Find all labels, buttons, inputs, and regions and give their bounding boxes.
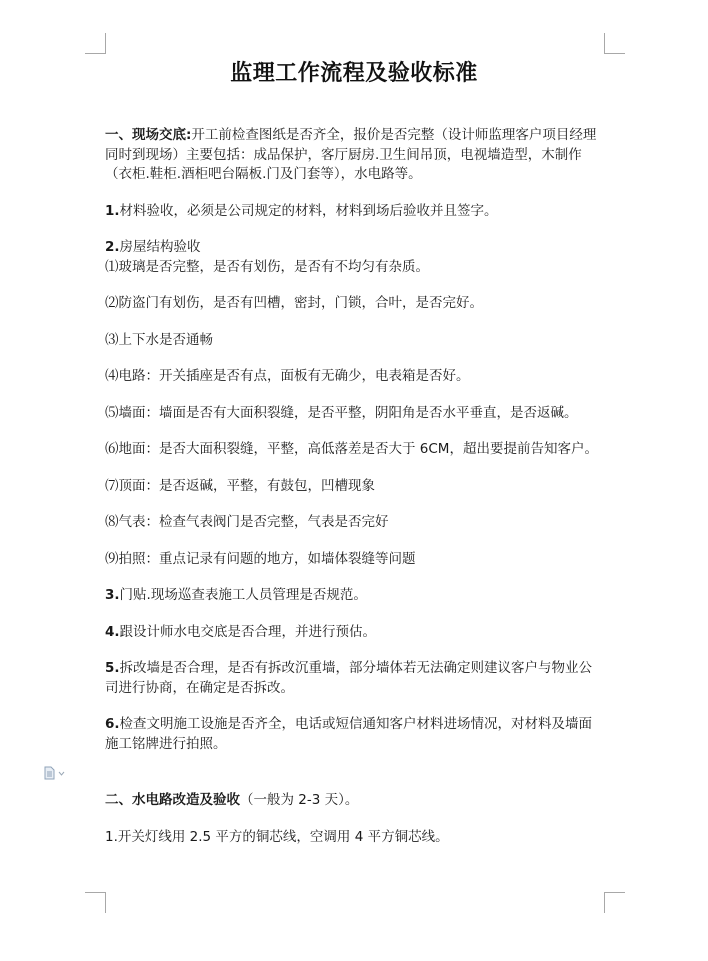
sub-item-8: ⑻气表：检查气表阀门是否完整，气表是否完好 xyxy=(105,514,389,530)
sub-item-2: ⑵防盗门有划伤，是否有凹槽，密封，门锁，合叶，是否完好。 xyxy=(105,295,483,311)
item-3-text: 门贴.现场巡查表施工人员管理是否规范。 xyxy=(119,587,367,603)
item-2-text: 房屋结构验收 xyxy=(119,239,201,255)
sub-item-7: ⑺顶面：是否返碱，平整，有鼓包，凹槽现象 xyxy=(105,477,375,494)
item-3 xyxy=(105,586,605,606)
item-4-number: 4. xyxy=(105,623,120,640)
item-2-number: 2. xyxy=(105,239,120,255)
section1-intro: 开工前检查图纸是否齐全，报价是否完整（设计师监理客户项目经理同时到现场）主要包括：成品保护，客厅厨房.卫生间吊顶，电视墙造型，木制作（衣柜.鞋柜.酒柜吧台隔板.门及门套等），水电路等。 xyxy=(105,127,597,182)
item-4-text: 跟设计师水电交底是否合理，并进行预估。 xyxy=(119,623,377,640)
item-1-number: 1. xyxy=(105,202,120,219)
item-3-number: 3. xyxy=(105,587,120,603)
crop-mark-bottom-left xyxy=(85,892,106,913)
document-body xyxy=(105,126,605,847)
item-5 xyxy=(105,659,605,698)
item-1-text: 材料验收，必须是公司规定的材料，材料到场后验收并且签字。 xyxy=(119,202,498,219)
section1-heading: 一、现场交底: xyxy=(105,127,192,143)
item-4 xyxy=(105,623,605,643)
sub-item-5: ⑸墙面：墙面是否有大面积裂缝，是否平整，阴阳角是否水平垂直，是否返碱。 xyxy=(105,404,578,421)
document-title: 监理工作流程及验收标准 xyxy=(230,60,478,86)
crop-mark-top-right xyxy=(604,33,625,54)
item-2 xyxy=(105,238,605,258)
document-options-button[interactable] xyxy=(44,766,65,780)
section2-item-1: 1.开关灯线用 2.5 平方的铜芯线，空调用 4 平方铜芯线。 xyxy=(105,828,449,845)
item-5-text: 拆改墙是否合理，是否有拆改沉重墙，部分墙体若无法确定则建议客户与物业公司进行协商，在确定是否拆改。 xyxy=(105,660,593,696)
crop-mark-top-left xyxy=(85,33,106,54)
item-6 xyxy=(105,715,605,754)
sub-item-6: ⑹地面：是否大面积裂缝，平整，高低落差是否大于 6CM，超出要提前告知客户。 xyxy=(105,441,598,457)
section2-heading-note: （一般为 2-3 天）。 xyxy=(240,792,359,808)
item-1 xyxy=(105,202,605,222)
section2-heading: 二、水电路改造及验收 xyxy=(105,792,240,808)
chevron-down-icon xyxy=(58,771,65,776)
item-6-text: 检查文明施工设施是否齐全，电话或短信通知客户材料进场情况，对材料及墙面施工铭牌进行拍照。 xyxy=(105,716,593,752)
item-5-number: 5. xyxy=(105,660,120,676)
document-options-icon xyxy=(44,766,55,780)
crop-mark-bottom-right xyxy=(604,892,625,913)
sub-item-4: ⑷电路：开关插座是否有点，面板有无确少，电表箱是否好。 xyxy=(105,368,470,384)
sub-item-1: ⑴玻璃是否完整，是否有划伤，是否有不均匀有杂质。 xyxy=(105,258,429,275)
sub-item-9: ⑼拍照：重点记录有问题的地方，如墙体裂缝等问题 xyxy=(105,550,416,567)
sub-item-3: ⑶上下水是否通畅 xyxy=(105,331,213,348)
section2-paragraph xyxy=(105,791,605,811)
item-6-number: 6. xyxy=(105,716,120,732)
section1-paragraph xyxy=(105,126,605,185)
